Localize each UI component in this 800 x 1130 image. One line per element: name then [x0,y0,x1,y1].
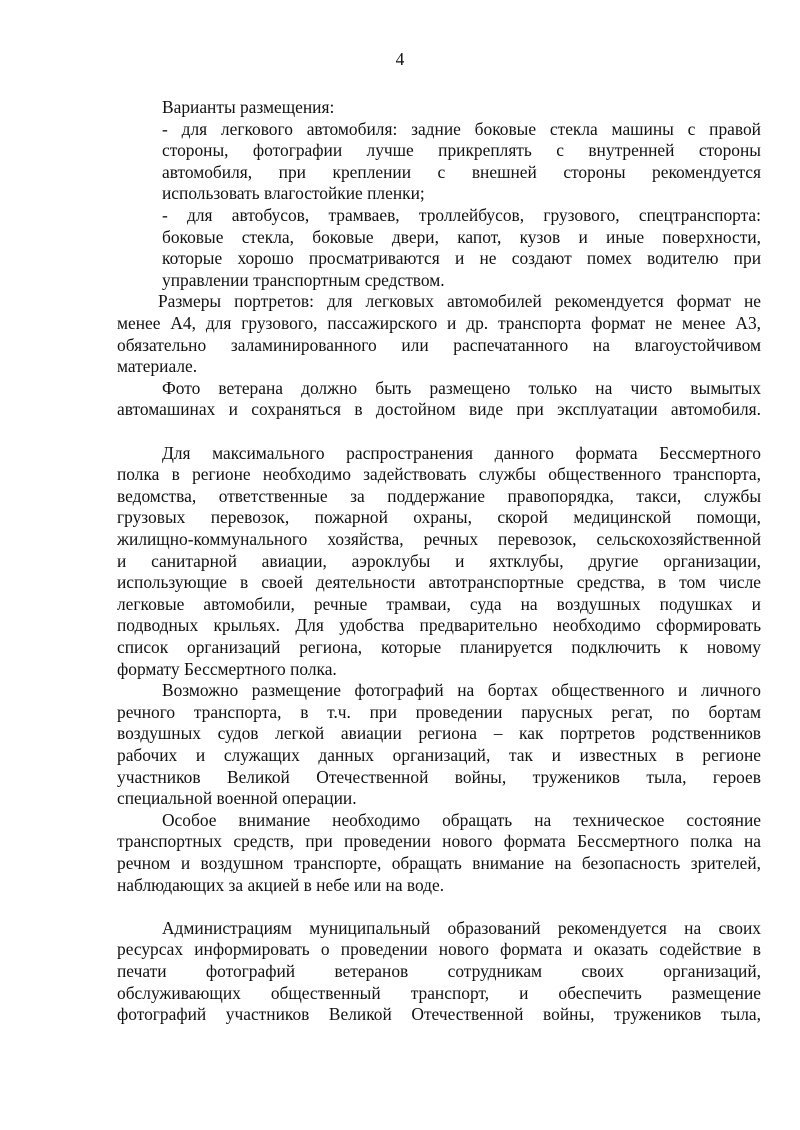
text-line: рабочих и служащих данных организаций, так и известных в регионе [117,745,761,765]
text-line: ресурсах информировать о проведении нового формата и оказать содействие в [117,939,761,960]
text-line: участников Великой Отечественной войны, тружеников тыла, героев [117,766,761,787]
text-line: материале. [117,356,198,377]
text-line: боковые стекла, боковые двери, капот, кузов и иные поверхности, [162,226,761,247]
text-line: речном и воздушном транспорте, обращать внимание на безопасность зрителей, [117,853,761,873]
text-line: легковые автомобили, речные трамваи, суда на воздушных подушках и [117,593,761,614]
text-line: - для легкового автомобиля: задние боковые стекла машины с правой [162,118,761,139]
text-line: жилищно-коммунального хозяйства, речных перевозок, сельскохозяйственной [117,529,761,549]
text-line: автомашинах и сохраняться в достойном виде при эксплуатации автомобиля. [117,399,761,420]
text-line: речного транспорта, в т.ч. при проведении парусных регат, по бортам [117,701,761,722]
text-line: и санитарной авиации, аэроклубы и яхтклубы, другие организации, [117,550,761,571]
text-line: Для максимального распространения данного формата Бессмертного [162,442,761,463]
text-line: воздушных судов легкой авиации региона – как портретов родственников [117,723,761,744]
text-line: список организаций региона, которые планируется подключить к новому [117,637,761,657]
text-line: управлении транспортным средством. [162,269,445,290]
text-line: которые хорошо просматриваются и не создают помех водителю при [162,248,761,269]
text-line: Возможно размещение фотографий на бортах общественного и личного [162,680,761,701]
page-number: 4 [395,49,405,69]
text-line: - для автобусов, трамваев, троллейбусов, грузового, спецтранспорта: [162,205,761,225]
text-line: печати фотографий ветеранов сотрудникам своих организаций, [117,961,761,981]
text-line: формату Бессмертного полка. [117,658,337,679]
text-line: транспортных средств, при проведении нового формата Бессмертного полка на [117,831,761,852]
text-line: специальной военной операции. [117,788,357,809]
text-line: автомобиля, при креплении с внешней стороны рекомендуется [162,161,761,182]
text-line: Администрациям муниципальный образований рекомендуется на своих [162,917,761,938]
text-line: обслуживающих общественный транспорт, и обеспечить размещение [117,982,761,1003]
text-line: грузовых перевозок, пожарной охраны, скорой медицинской помощи, [117,507,761,528]
text-line: подводных крыльях. Для удобства предварительно необходимо сформировать [117,615,761,636]
text-line: менее А4, для грузового, пассажирского и др. транспорта формат не менее А3, [117,313,761,333]
text-line: фотографий участников Великой Отечественной войны, тружеников тыла, [117,1004,761,1025]
text-line: Варианты размещения: [162,97,335,117]
text-line: использовать влагостойкие пленки; [162,183,425,204]
blank-line [117,421,761,443]
blank-line [117,896,761,918]
text-line: стороны, фотографии лучше прикреплять с внутренней стороны [162,140,761,161]
text-line: ведомства, ответственные за поддержание правопорядка, такси, службы [117,485,761,506]
text-line: Фото ветерана должно быть размещено только на чисто вымытых [162,377,761,398]
text-line: Размеры портретов: для легковых автомобилей рекомендуется формат не [158,291,761,312]
text-line: использующие в своей деятельности автотранспортные средства, в том числе [117,572,761,593]
text-line: наблюдающих за акцией в небе или на воде. [117,874,445,895]
text-line: полка в регионе необходимо задействовать службы общественного транспорта, [117,464,761,485]
text-line: обязательно заламинированного или распечатанного на влагоустойчивом [117,334,761,355]
text-line: Особое внимание необходимо обращать на техническое состояние [162,809,761,830]
